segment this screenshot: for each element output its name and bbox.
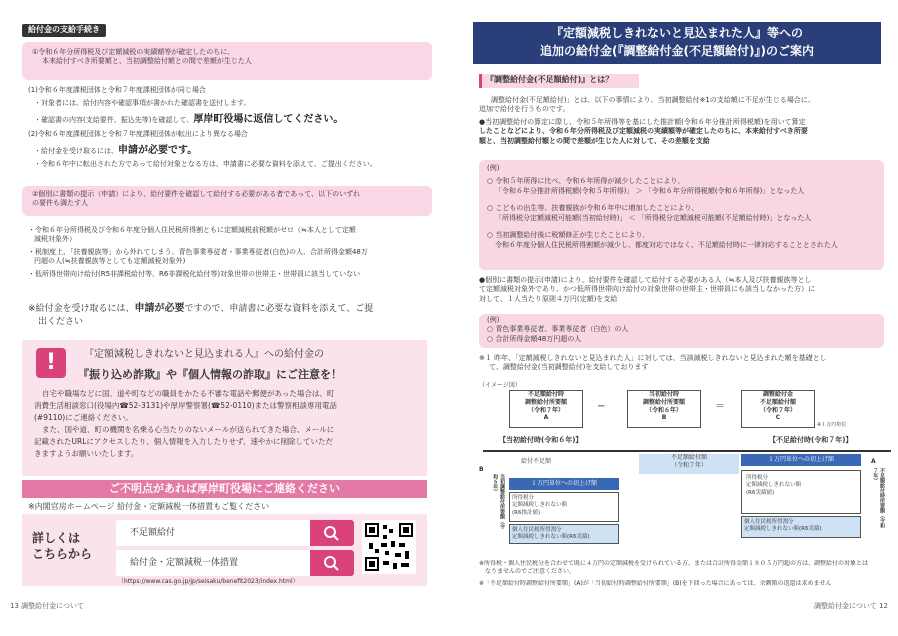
a-item: (R6実績値) (746, 489, 775, 496)
section-2 (28, 226, 438, 279)
example-label: (例) (487, 316, 500, 324)
intro-line: 額と、当初調整給付額との間で差額が生じた人に対して、その差額を支給 (479, 136, 710, 145)
pink-box-1-line: ①令和６年分所得税及び定額減税の実績額等が確定したのちに、 (32, 48, 235, 56)
warning-body-line: 自宅や職場などに国、道や町などの職員をかたる不審な電話や郵便があった場合は、町 (42, 389, 335, 398)
section-2-line: 減税対象外） (34, 235, 76, 244)
details-label-line: 詳しくは (32, 531, 81, 545)
a-items-box (741, 470, 861, 514)
apply-note-bold: 申請が必要 (134, 303, 185, 314)
example-line: ○ 合計所得金額48万円超の人 (487, 334, 582, 343)
pink-box-2-line: の要件も満たす人 (32, 199, 88, 208)
box-text: C (775, 414, 781, 422)
note-line: て、調整給付金(当初調整給付)を支給しております (489, 363, 649, 372)
left-vertical-label: 当初調整給付所要額（令和６年） (492, 474, 505, 529)
diagram (479, 382, 889, 556)
search-box-integrated[interactable] (116, 550, 354, 576)
b-item: (R6推計値) (512, 509, 541, 516)
right-vertical-label: 不足額給付時所要額（令和７年） (872, 468, 885, 528)
right-footer: 調整給付金について 12 (814, 602, 888, 610)
b-item: 所得税分 (512, 495, 535, 501)
round-up-bar-right: １万円単位への切上げ額 (741, 454, 861, 466)
fraud-warning-box (22, 340, 427, 476)
note-line: ※１ 昨年、「定額減税しきれないと見込まれた人」に対しては、当該減税しきれないと見込まれた額を基礎とし (479, 354, 827, 362)
pink-box-1 (22, 42, 432, 80)
main-title (473, 22, 881, 64)
intro-line: ●当初調整給付の算定に際し、令和５年所得等を基にした推計額(令和６年分推計所得税額)を用いて算定 (479, 117, 806, 126)
example-label: (例) (487, 164, 500, 172)
diagram-divider (483, 450, 891, 452)
search-icon (310, 520, 354, 546)
box-text: 当初給付時 (648, 391, 679, 398)
intro (479, 96, 889, 146)
intro-line: 追加で給付を行うものです。 (479, 105, 570, 114)
warning-title-2: 『振り込め詐欺』や『個人情報の詐取』にご注意を！ (78, 368, 342, 381)
bottom-note: ※所得税・個人住民税分を合わせて既に４万円の定額減税を受けられている方、または合計所得金額１８０５万円超の方は、調整給付の対象とは (479, 560, 869, 567)
b-items-box (509, 492, 619, 522)
section-1-line: (1)令和６年度課税団体と令和７年度課税団体が同じ場合 (28, 86, 206, 94)
section-2-line: ・低所得世帯向け給付(R5非課税給付等、R6非課税化給付等)対象世帯の世帯主・世帯員に該当していない (28, 269, 361, 278)
round-note: ※１万円単位 (817, 422, 847, 428)
title-line: 追加の給付金(『調整給付金(不足額給付)』)のご案内 (540, 44, 814, 58)
box-text: 不足額給付時 (527, 391, 564, 398)
box-text: （令和７年） (759, 406, 796, 414)
box-text: （令和７年） (527, 406, 564, 414)
section-1-line: (2)令和６年度課税団体と令和７年度課税団体が転出により異なる場合 (28, 130, 248, 139)
example-line: 「令和６年分推計所得税額(令和５年所得)」 ＞ 「令和６年分所得税額(令和６年所得)」となった人 (495, 186, 805, 195)
warning-body-line: 消費生活相談窓口(役場内☎52-3131)や厚岸警察署(☎52-0110)または警察相談専用電話 (34, 401, 338, 410)
cabinet-note: ※内閣官房ホームページ 給付金・定額減税一体措置もご覧ください (28, 502, 270, 511)
shortfall-box (639, 454, 739, 474)
application-emphasis: 申請が必要です。 (118, 144, 198, 156)
example-line: ○ 青色事業専従者、事業専従者（白色）の人 (487, 325, 629, 334)
box-c (741, 390, 815, 428)
section-1-line: ・給付金を受け取るには、 (34, 146, 118, 155)
bottom-notes (479, 560, 889, 588)
individual-section (479, 276, 889, 304)
left-footer: 13 調整給付金について (10, 602, 84, 610)
details-box (22, 514, 427, 586)
b-item: 個人住民税所得割分 (512, 527, 562, 533)
b-item: 定額減税しきれない額(R6実績) (512, 534, 590, 541)
section-2-line: ・令和６年分所得税及び令和６年度分個人住民税所得割ともに定額減税前税額がゼロ（≒本人として定額 (28, 226, 356, 234)
b-label: B (479, 466, 484, 473)
a-item: 個人住民税所得割分 (744, 519, 794, 525)
exclamation-icon: ! (36, 348, 66, 378)
equals-sign: ＝ (715, 401, 725, 412)
right-page (449, 0, 898, 636)
example-line: ○ 令和５年所得に比べ、令和６年所得が減少したことにより、 (487, 177, 685, 186)
section-1 (28, 86, 438, 170)
box-a (509, 390, 583, 428)
box-text: 調整給付所要額 (642, 398, 685, 406)
reply-emphasis: 厚岸町役場に返信してください。 (193, 113, 344, 125)
warning-title-1: 『定額減税しきれないと見込まれる人』への給付金の (84, 349, 324, 360)
example-line: 令和６年度分個人住民税所得割額が減少し、都度対応ではなく、不足額給付時に一律対応することとされた人 (495, 240, 838, 249)
warning-body-line: きますようお願いいたします。 (34, 449, 139, 458)
examples2-box (479, 314, 884, 348)
round-up-bar-left: １万円単位への切上げ額 (509, 478, 619, 490)
subheading: 『調整給付金(不足額給付)』とは？ (479, 74, 639, 88)
minus-sign: − (597, 401, 606, 412)
example-line: 「所得税分定額減税可能額(当初給付時)」 ＜ 「所得税分定額減税可能額(不足額給付時)」となった人 (495, 213, 812, 222)
bottom-note: なりませんのでご注意ください。 (485, 568, 576, 576)
apply-note-text: ですので、申請書に必要な資料を添えて、ご提 (184, 304, 374, 314)
apply-note (28, 302, 438, 328)
box-text: （令和６年） (645, 406, 682, 414)
a-items2-box (741, 516, 861, 538)
search-box-label: 給付金・定額減税一体措置 (130, 558, 239, 568)
shortfall-text: 不足額給付額 (670, 454, 707, 461)
search-box-shortfall[interactable] (116, 520, 354, 546)
bottom-note: ※「不足額給付時調整給付所要額」(A)が「当初給付時調整給付所要額」(B)を下回った場合にあっては、余剰額の返還は求めません (479, 580, 832, 588)
a-item: 所得税分 (746, 475, 769, 481)
section-1-line: ・確認書の内容(支給要件、振込先等)を確認して、 (34, 115, 194, 124)
warning-body (34, 388, 419, 460)
apply-note-text: 出ください (38, 316, 84, 327)
details-label (32, 530, 92, 562)
title-line: 『定額減税しきれないと見込まれた人』等への (550, 26, 803, 40)
warning-body-line: 記載されたURLにアクセスしたり、個人情報を入力したりせず、速やかに削除していただ (34, 437, 334, 446)
example-line: ○ 当初調整給付後に税額修正が生じたことにより、 (487, 231, 650, 240)
qr-code[interactable] (362, 520, 416, 574)
warning-body-line: (#9110)にご連絡ください。 (34, 413, 133, 422)
image-label: （イメージ図） (479, 382, 521, 389)
box-b (627, 390, 701, 428)
apply-note-text: ※給付金を受け取るには、 (28, 304, 135, 314)
box-text: 調整給付金 (762, 391, 793, 398)
url-text: （https://www.cas.go.jp/jp/seisaku/benefit2023/index.html） (118, 578, 299, 585)
intro-line: 調整給付金(不足額給付)」とは、以下の事情により、当初調整給付※1の支給額に不足が生じる場合に、 (491, 96, 815, 104)
search-box-label: 不足額給付 (130, 528, 176, 538)
section-2-line: ・税制度上、「扶養親族等」から外れてしまう、青色事業専従者・事業専従者(白色)の人、合計所得金額48万 (28, 247, 368, 256)
search-icon (310, 550, 354, 576)
search-button[interactable] (310, 550, 354, 576)
box-text: 不足額給付額 (759, 398, 796, 406)
example-line: ○ こどもの出生等、扶養親族が令和６年中に増加したことにより、 (487, 204, 699, 213)
a-item: 定額減税しきれない額(R6実績) (744, 526, 822, 533)
box-text: B (661, 414, 667, 422)
details-label-line: こちらから (32, 547, 93, 562)
label-left: 【当初給付時(令和６年)】 (499, 436, 583, 444)
a-item: 定額減税しきれない額 (746, 482, 802, 489)
box-text: 調整給付所要額 (524, 398, 567, 406)
warning-body-line: また、国や道、町の機関を名乗る心当たりのないメールが送られてきた場合、メールに (42, 425, 335, 434)
note-1 (479, 354, 889, 373)
shortfall-text: （令和７年） (670, 462, 707, 470)
individual-line: ●個別に書類の提示(申請)により、給付要件を確認して給付する必要がある人（≒本人及び扶養親族等とし (479, 276, 812, 284)
section-1-line: ・令和６年中に転出された方であって給付対象となる方は、申請書に必要な資料を添えて、ご提出ください。 (34, 160, 377, 169)
section-header-label: 給付金の支給手続き (22, 24, 106, 37)
individual-line: て定額減税対象外であり、かつ低所得世帯向け給付の対象世帯の世帯主・世帯員にも該当しなかった方）に (479, 285, 815, 294)
b-item: 定額減税しきれない額 (512, 502, 568, 509)
contact-banner: ご不明点があれば厚岸町役場にご連絡ください (22, 480, 427, 498)
b-items2-box (509, 524, 619, 544)
section-1-line: ・対象者には、給付内容や確認事項が書かれた確認書を送付します。 (34, 99, 251, 108)
search-button[interactable] (310, 520, 354, 546)
pink-box-2-line: ②個別に書類の提示（申請）により、給付要件を確認して給付する必要がある者であって、以下のいずれ (32, 190, 361, 198)
pink-box-2 (22, 186, 432, 216)
pink-box-1-line: 本来給付すべき所要額と、当初調整給付額との間で差額が生じた人 (42, 57, 252, 66)
box-text: A (543, 414, 549, 422)
benefit-shortfall-label: 給付不足額 (521, 458, 552, 465)
examples-box (479, 160, 884, 270)
label-right: 【不足給付時(令和７年)】 (769, 436, 853, 444)
a-label: A (871, 458, 876, 465)
individual-line: 対して、１人当たり原則４万円(定額)を支給 (479, 294, 618, 303)
section-2-line: 円超の人(≒扶養親族等としても定額減税対象外) (34, 257, 186, 266)
intro-line: したことなどにより、令和６年分所得税及び定額減税の実績額等が確定したのちに、本来給付すべき所要 (479, 127, 808, 136)
